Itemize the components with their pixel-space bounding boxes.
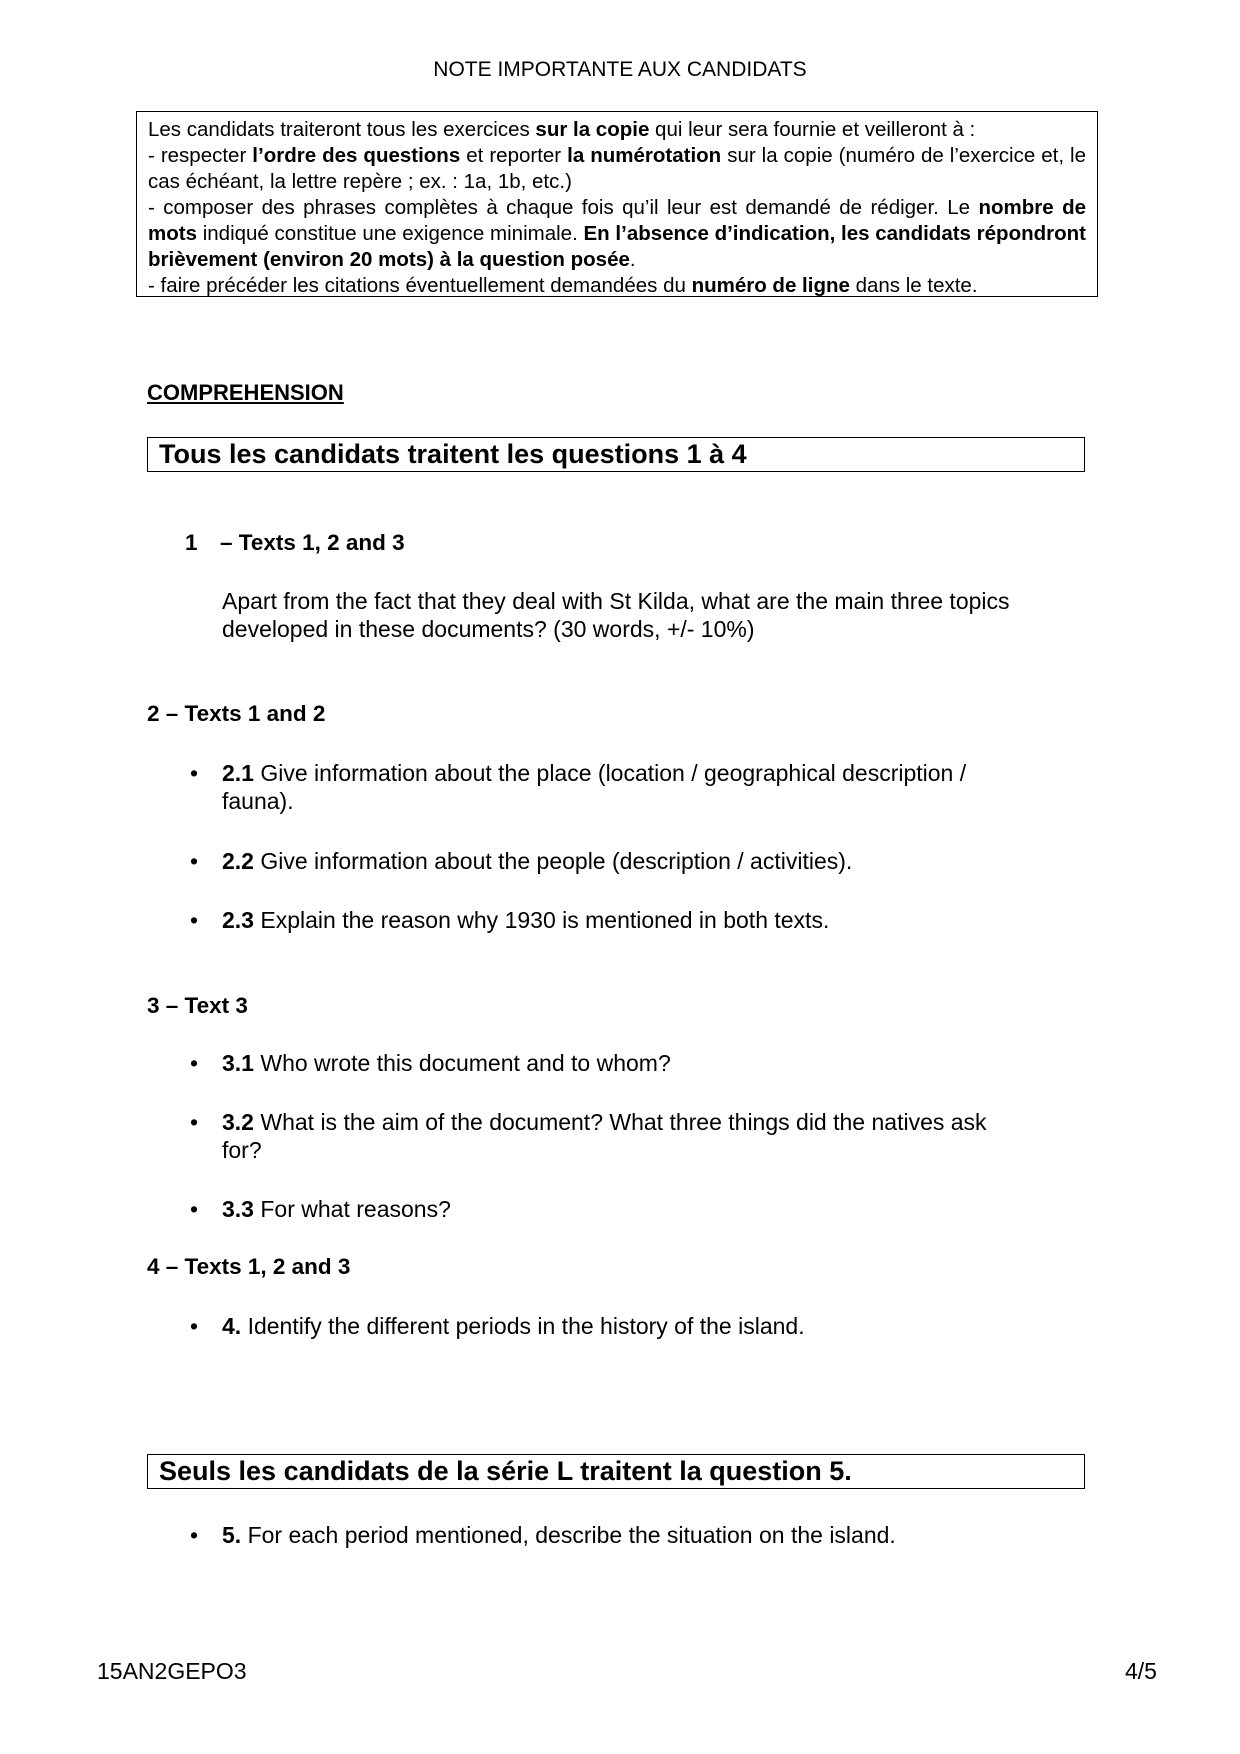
bullet-icon: • [190, 848, 199, 874]
question-3-title: 3 – Text 3 [147, 993, 248, 1018]
footer-page-number: 4/5 [1125, 1658, 1157, 1684]
question-1-text: Apart from the fact that they deal with St Kilda, what are the main three topics developed in these documents? (30 words, +/- 10%) [222, 588, 1010, 642]
candidate-instructions-box [136, 111, 1098, 297]
instruction-line-1: Les candidats traiteront tous les exercices sur la copie qui leur sera fournie et veilleront à : [148, 118, 976, 141]
question-5: 5. For each period mentioned, describe the situation on the island. [222, 1522, 896, 1548]
all-candidates-banner: Tous les candidats traitent les questions 1 à 4 [147, 437, 1085, 472]
footer-exam-code: 15AN2GEPO3 [97, 1658, 247, 1684]
question-4-title: 4 – Texts 1, 2 and 3 [147, 1254, 351, 1279]
question-3-1: 3.1 Who wrote this document and to whom? [222, 1050, 671, 1076]
bullet-icon: • [190, 1196, 199, 1222]
question-4: 4. Identify the different periods in the history of the island. [222, 1313, 805, 1339]
question-3-2: 3.2 What is the aim of the document? What three things did the natives ask for? [222, 1109, 987, 1163]
instruction-line-4: - faire précéder les citations éventuellement demandées du numéro de ligne dans le texte. [148, 274, 978, 297]
question-2-1: 2.1 Give information about the place (location / geographical description / fauna). [222, 760, 967, 814]
bullet-icon: • [190, 1313, 199, 1339]
bullet-icon: • [190, 1522, 199, 1548]
bullet-icon: • [190, 907, 199, 933]
instruction-line-2: - respecter l’ordre des questions et reporter la numérotation sur la copie (numéro de l’exercice et, le cas échéant, la lettre repère ; ex. : 1a, 1b, etc.) [148, 144, 1086, 193]
bullet-icon: • [190, 1050, 199, 1076]
instruction-line-3: - composer des phrases complètes à chaque fois qu’il leur est demandé de rédiger. Le nombre de mots indiqué constitue une exigence minimale. En l’absence d’indication, les candidats répondront brièvement (environ 20 mots) à la question posée. [148, 196, 1086, 271]
question-1-number: 1 [185, 530, 198, 555]
question-2-3: 2.3 Explain the reason why 1930 is mentioned in both texts. [222, 907, 830, 933]
serie-l-banner: Seuls les candidats de la série L traitent la question 5. [147, 1454, 1085, 1489]
section-title: COMPREHENSION [147, 380, 344, 405]
bullet-icon: • [190, 760, 199, 786]
question-3-3: 3.3 For what reasons? [222, 1196, 451, 1222]
question-1-title: – Texts 1, 2 and 3 [220, 530, 405, 555]
page-header-title: NOTE IMPORTANTE AUX CANDIDATS [433, 58, 807, 81]
bullet-icon: • [190, 1109, 199, 1135]
question-2-title: 2 – Texts 1 and 2 [147, 701, 326, 726]
question-2-2: 2.2 Give information about the people (description / activities). [222, 848, 853, 874]
